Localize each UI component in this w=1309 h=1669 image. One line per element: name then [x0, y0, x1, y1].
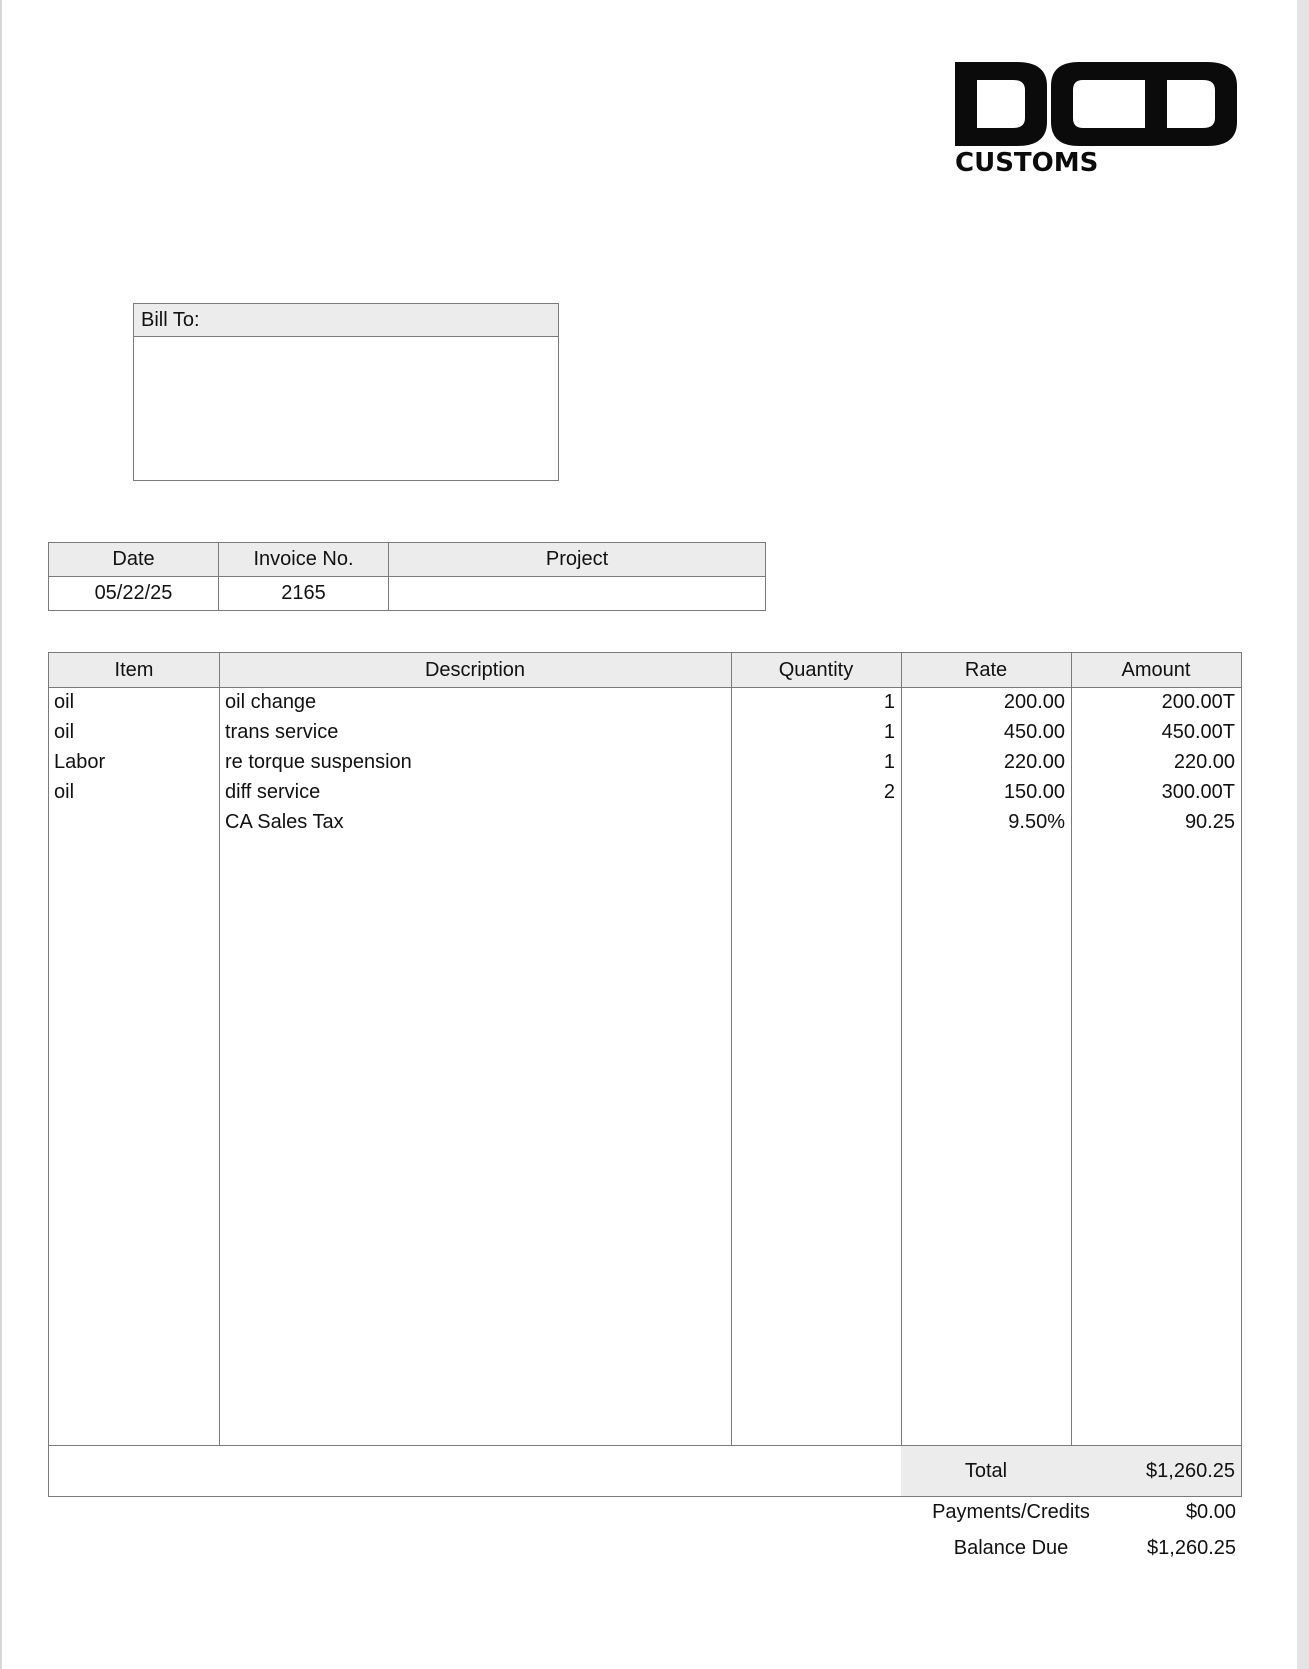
quantity-cell: 1 [883, 691, 895, 713]
item-header: Item [114, 659, 154, 681]
amount-cell: 200.00T [1161, 691, 1235, 713]
amount-cell: 450.00T [1161, 721, 1235, 743]
rate-cell: 150.00 [1003, 781, 1065, 803]
invoice-info-table [48, 542, 766, 611]
bill-to-box [133, 303, 559, 481]
line-items-table [48, 652, 1242, 1497]
line-item-row [49, 747, 1241, 777]
rate-cell: 9.50% [1008, 811, 1065, 833]
total-value: $1,260.25 [1146, 1460, 1235, 1482]
amount-cell: 90.25 [1184, 811, 1235, 833]
logo-subtitle: CUSTOMS [955, 148, 1099, 178]
line-items-header [49, 653, 1241, 688]
item-cell: oil [54, 781, 75, 803]
date-value: 05/22/25 [49, 577, 219, 611]
date-header: Date [49, 543, 219, 577]
rate-header: Rate [964, 659, 1008, 681]
company-logo [955, 62, 1237, 180]
balance-due-label: Balance Due [953, 1537, 1069, 1559]
quantity-cell: 2 [883, 781, 895, 803]
amount-cell: 300.00T [1161, 781, 1235, 803]
description-header: Description [424, 659, 526, 681]
total-label: Total [964, 1460, 1008, 1482]
bill-to-label: Bill To: [134, 304, 558, 337]
description-cell: trans service [225, 721, 339, 743]
description-cell: re torque suspension [225, 751, 412, 773]
line-item-row [49, 777, 1241, 807]
page-left-edge [0, 0, 2, 1669]
quantity-header: Quantity [778, 659, 854, 681]
balance-due-value: $1,260.25 [1147, 1537, 1236, 1559]
description-cell: oil change [225, 691, 317, 713]
description-cell: diff service [225, 781, 321, 803]
line-item-row [49, 807, 1241, 837]
line-item-row [49, 687, 1241, 717]
quantity-cell: 1 [883, 721, 895, 743]
rate-cell: 450.00 [1003, 721, 1065, 743]
rate-cell: 200.00 [1003, 691, 1065, 713]
item-cell: Labor [54, 751, 106, 773]
quantity-cell: 1 [883, 751, 895, 773]
description-cell: CA Sales Tax [225, 811, 344, 833]
payments-credits-label: Payments/Credits [932, 1501, 1090, 1523]
invoice-no-value: 2165 [219, 577, 389, 611]
item-cell: oil [54, 721, 75, 743]
invoice-no-header: Invoice No. [219, 543, 389, 577]
amount-header: Amount [1121, 659, 1191, 681]
payments-credits-value: $0.00 [1185, 1501, 1236, 1523]
amount-cell: 220.00 [1173, 751, 1235, 773]
dcd-logo-mark [955, 62, 1237, 146]
project-header: Project [389, 543, 766, 577]
page-right-edge [1297, 0, 1309, 1669]
project-value [389, 577, 766, 611]
item-cell: oil [54, 691, 75, 713]
rate-cell: 220.00 [1003, 751, 1065, 773]
line-item-row [49, 717, 1241, 747]
